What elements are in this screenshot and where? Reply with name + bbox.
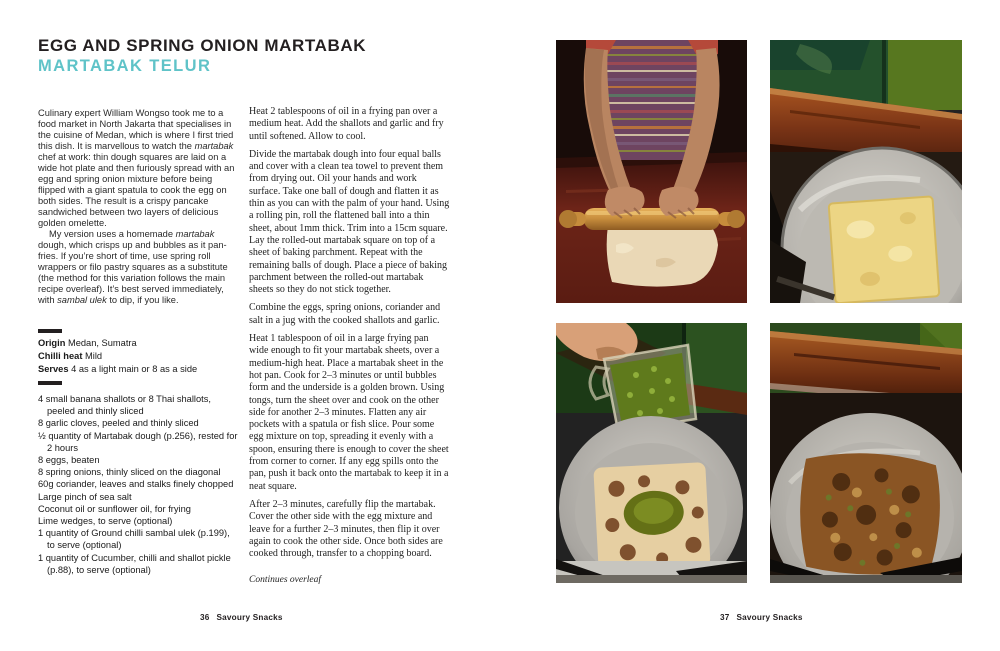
section-label: Savoury Snacks xyxy=(216,613,283,622)
meta-label: Chilli heat xyxy=(38,351,83,361)
method-paragraph: Combine the eggs, spring onions, coriander and salt in a jug with the cooked shallots and garlic. xyxy=(249,302,441,326)
method-paragraph: Divide the martabak dough into four equal balls and cover with a clean tea towel to prevent them from drying out. Oil your hands and work surface. Take one ball of dough and flatten it as thin as you can with the palm of your hand. Using a rolling pin, roll the flattened ball into a thin sheet, about 1mm thick. Trim into a 15cm square. Lay the rolled-out martabak square on top of a sheet of baking parchment. Repeat with the remaining balls of dough. Place a piece of baking parchment between the rolled-out martabak sheets so they do not stick together. xyxy=(249,148,450,296)
page-subtitle: MARTABAK TELUR xyxy=(38,57,212,75)
ingredient-item: 60g coriander, leaves and stalks finely chopped xyxy=(38,479,234,490)
divider-bar xyxy=(38,381,62,385)
photo-cooked-martabak xyxy=(770,323,962,583)
intro-text: chef at work: thin dough squares are laid on a wide hot plate and then furiously spread with an egg and spring onion mixture before being flipped with a giant spatula to cook the egg on both sides. The result is a crispy pancake sandwiched between two layers of delicious golden omelette. xyxy=(38,152,235,228)
ingredient-item: Lime wedges, to serve (optional) xyxy=(38,516,173,527)
dough-in-pan-illustration xyxy=(770,40,962,303)
meta-serves xyxy=(38,363,237,376)
meta-value: 4 as a light main or 8 as a side xyxy=(71,364,198,374)
footer-right xyxy=(720,613,803,622)
meta-label: Serves xyxy=(38,364,69,374)
intro-column xyxy=(38,108,237,306)
intro-text: to dip, if you like. xyxy=(106,295,179,305)
photo-dough-in-pan xyxy=(770,40,962,303)
italic-term: martabak xyxy=(175,229,215,239)
continues-note: Continues overleaf xyxy=(249,575,322,585)
photo-rolling-dough xyxy=(556,40,747,303)
meta-value: Mild xyxy=(85,351,103,361)
intro-text: My version uses a homemade xyxy=(49,229,176,239)
italic-term: martabak xyxy=(194,141,234,151)
method-paragraph: Heat 2 tablespoons of oil in a frying pan over a medium heat. Add the shallots and garlic and fry until softened. Allow to cool. xyxy=(249,106,444,142)
intro-text: Culinary expert William Wongso took me to a food market in North Jakarta that specialises in the cuisine of Medan, which is where I first tried this dish. It is marvellous to watch the xyxy=(38,108,234,151)
italic-term: sambal ulek xyxy=(57,295,107,305)
photo-pouring-egg-mixture xyxy=(556,323,747,583)
meta-origin xyxy=(38,337,237,350)
ingredient-item: 8 garlic cloves, peeled and thinly sliced xyxy=(38,418,199,429)
cooked-martabak-illustration xyxy=(770,323,962,583)
meta-label: Origin xyxy=(38,338,66,348)
intro-text: dough, which crisps up and bubbles as it pan-fries. If you’re short of time, use spring roll wrappers or filo pastry squares as a substitute (the method for this variation follows the main recipe overleaf). It’s best served immediately, with xyxy=(38,240,228,305)
intro-paragraph xyxy=(38,229,237,306)
section-label: Savoury Snacks xyxy=(736,613,803,622)
recipe-meta xyxy=(38,337,237,376)
meta-chilli-heat xyxy=(38,350,237,363)
page-number: 36 xyxy=(200,613,210,622)
ingredient-item: Coconut oil or sunflower oil, for frying xyxy=(38,503,191,514)
meta-value: Medan, Sumatra xyxy=(67,338,137,348)
method-paragraph: Heat 1 tablespoon of oil in a large frying pan wide enough to fit your martabak sheets, over a medium-high heat. Place a martabak sheet in the hot pan. Cook for 2–3 minutes or until bubbles form and the underside is a golden brown. Using tongs, turn the sheet over and cook on the other side for another 2–3 minutes. Flatten any air pockets with a spatula or fish slice. Pour some egg mixture on top, spreading it evenly with a spoon, ensuring there is enough to cover the sheet from corner to corner. If any egg spills onto the pan, push it back onto the martabak to keep it in a neat square. xyxy=(249,333,449,492)
page-title: EGG AND SPRING ONION MARTABAK xyxy=(38,36,367,55)
footer-left xyxy=(200,613,283,622)
ingredient-item: 4 small banana shallots or 8 Thai shallots, peeled and thinly sliced xyxy=(38,394,211,417)
ingredient-item: 1 quantity of Ground chilli sambal ulek (p.199), to serve (optional) xyxy=(38,528,230,551)
method-column xyxy=(249,106,450,598)
intro-paragraph xyxy=(38,108,237,229)
pouring-mixture-illustration xyxy=(556,323,747,583)
divider-bar xyxy=(38,329,62,333)
ingredients-list xyxy=(38,393,240,576)
ingredient-item: 8 eggs, beaten xyxy=(38,455,100,466)
ingredient-item: Large pinch of sea salt xyxy=(38,491,132,502)
method-paragraph: After 2–3 minutes, carefully flip the martabak. Cover the other side with the egg mixture and leave for a further 2–3 minutes, then flip it over again to cook the other side. Once both sides are cooked through, transfer to a chopping board. xyxy=(249,498,443,560)
ingredient-item: 8 spring onions, thinly sliced on the diagonal xyxy=(38,467,221,478)
page-number: 37 xyxy=(720,613,730,622)
ingredient-item: 1 quantity of Cucumber, chilli and shallot pickle (p.88), to serve (optional) xyxy=(38,552,231,575)
ingredient-item: ½ quantity of Martabak dough (p.256), rested for 2 hours xyxy=(38,430,238,453)
rolling-dough-illustration xyxy=(556,40,747,303)
